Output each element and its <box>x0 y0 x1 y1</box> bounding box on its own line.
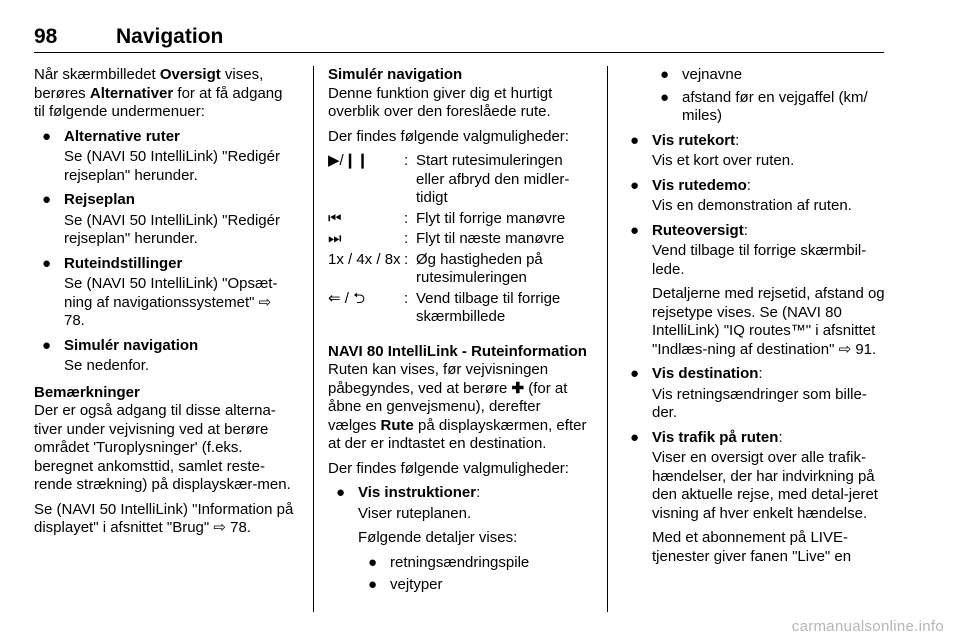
bullet-icon: ● <box>630 221 640 239</box>
list-item: ● Ruteoversigt: <box>630 221 748 239</box>
section-text: Ruten kan vises, før vejvisningen påbegyndes, ved at berøre ✚ (for at åbne en genvejsmenu), derefter vælges Rute på displayskærmen, efter at der er indtastet en destination. <box>328 361 587 452</box>
column-3 <box>622 66 886 572</box>
section-heading: Simulér navigation <box>328 66 463 83</box>
notes-title: Bemærkninger <box>34 383 140 401</box>
bullet-icon: ● <box>42 191 52 208</box>
play-pause-icon: ▶/❙❙ <box>328 152 369 169</box>
list-item-desc: Følgende detaljer vises: <box>358 529 518 546</box>
list-item-desc: Se nedenfor. <box>64 357 150 374</box>
options-table <box>328 152 590 327</box>
page-number: 98 <box>34 25 58 48</box>
list-item-desc: Vend tilbage til forrige skærmbil-lede. <box>652 242 867 278</box>
list-item: ● vejtyper <box>368 576 443 593</box>
speed-label: 1x / 4x / 8x <box>328 250 401 268</box>
bullet-icon: ● <box>42 254 52 272</box>
next-icon: ⏭ <box>328 230 342 247</box>
list-item-desc: Detaljerne med rejsetid, afstand og rejsetype vises. Se (NAVI 80 IntelliLink) "IQ routes™" i afsnittet "Indlæs-ning af destination" ⇨ 91. <box>652 285 885 358</box>
back-icon: ⇐ / ⮌ <box>328 289 366 307</box>
list-item-desc: Se (NAVI 50 IntelliLink) "Redigér rejseplan" herunder. <box>64 148 280 184</box>
bullet-icon: ● <box>42 336 52 354</box>
bullet-icon: ● <box>630 131 640 149</box>
options-intro: Der findes følgende valgmuligheder: <box>328 459 569 477</box>
list-item-desc: Vis en demonstration af ruten. <box>652 197 852 214</box>
bullet-icon: ● <box>336 484 346 501</box>
plus-icon: ✚ <box>511 379 525 397</box>
list-item-desc: Vis et kort over ruten. <box>652 152 795 169</box>
section-heading: NAVI 80 IntelliLink - Ruteinformation <box>328 342 587 360</box>
list-item-desc: Med et abonnement på LIVE-tjenester giver fanen "Live" en <box>652 529 852 565</box>
list-item: ● Vis trafik på ruten: <box>630 428 783 446</box>
bullet-icon: ● <box>630 365 640 382</box>
list-item-desc: Viser ruteplanen. <box>358 504 472 522</box>
bullet-icon: ● <box>630 176 640 194</box>
intro-paragraph: Når skærmbilledet Oversigt vises, berøres Alternativer for at få adgang til følgende undermenuer: <box>34 66 283 120</box>
table-row: ⇐ / ⮌ : Vend tilbage til forrige skærmbillede <box>328 289 561 325</box>
options-intro: Der findes følgende valgmuligheder: <box>328 127 569 145</box>
list-item: ● Vis rutedemo: <box>630 176 751 194</box>
bullet-icon: ● <box>660 66 670 83</box>
list-item: ● Rejseplan <box>42 191 135 208</box>
column-divider <box>607 66 608 612</box>
bullet-icon: ● <box>660 88 670 106</box>
bullet-icon: ● <box>42 127 52 145</box>
list-item-desc: Se (NAVI 50 IntelliLink) "Opsæt-ning af navigationssystemet" ⇨ 78. <box>64 275 278 329</box>
list-item: ● Ruteindstillinger <box>42 254 183 272</box>
page-header <box>34 26 884 53</box>
list-item: ● Alternative ruter <box>42 127 180 145</box>
list-item: ● Vis rutekort: <box>630 131 740 149</box>
list-item-desc: Vis retningsændringer som bille-der. <box>652 385 867 421</box>
list-item: ● Vis instruktioner: <box>336 484 481 501</box>
watermark: carmanualsonline.info <box>791 617 944 635</box>
bullet-icon: ● <box>368 576 378 593</box>
list-item: ● retningsændringspile <box>368 553 530 571</box>
list-item: ● afstand før en vejgaffel (km/ miles) <box>660 88 868 124</box>
table-row: ⏭ : Flyt til næste manøvre <box>328 230 565 247</box>
column-1 <box>34 66 296 544</box>
bullet-icon: ● <box>368 553 378 571</box>
list-item: ● Vis destination: <box>630 365 763 382</box>
list-item: ● vejnavne <box>660 66 743 83</box>
notes-text-2: Se (NAVI 50 IntelliLink) "Information på displayet" i afsnittet "Brug" ⇨ 78. <box>34 500 294 536</box>
section-text: Denne funktion giver dig et hurtigt overblik over den foreslåede rute. <box>328 84 553 120</box>
previous-icon: ⏮ <box>328 209 342 227</box>
column-divider <box>313 66 314 612</box>
table-row: ▶/❙❙ : Start rutesimuleringen eller afbryd den midler-tidigt <box>328 152 570 206</box>
list-item-desc: Se (NAVI 50 IntelliLink) "Redigér rejseplan" herunder. <box>64 211 280 247</box>
table-row: ⏮ : Flyt til forrige manøvre <box>328 209 566 227</box>
notes-text: Der er også adgang til disse alterna-tiver under vejvisning ved at berøre området 'Turoplysninger' (f.eks. beregnet ankomsttid, samlet reste-rende strækning) på displayskær-men. <box>34 402 291 493</box>
page-title: Navigation <box>116 25 224 48</box>
bullet-icon: ● <box>630 428 640 446</box>
list-item: ● Simulér navigation <box>42 336 199 354</box>
list-item-desc: Viser en oversigt over alle trafik-hændelser, der har indvirkning på den aktuelle rejse, med detal-jeret visning af hver enkelt hændelse. <box>652 449 878 522</box>
column-2 <box>328 66 590 599</box>
table-row: 1x / 4x / 8x : Øg hastigheden på rutesimuleringen <box>328 250 543 286</box>
